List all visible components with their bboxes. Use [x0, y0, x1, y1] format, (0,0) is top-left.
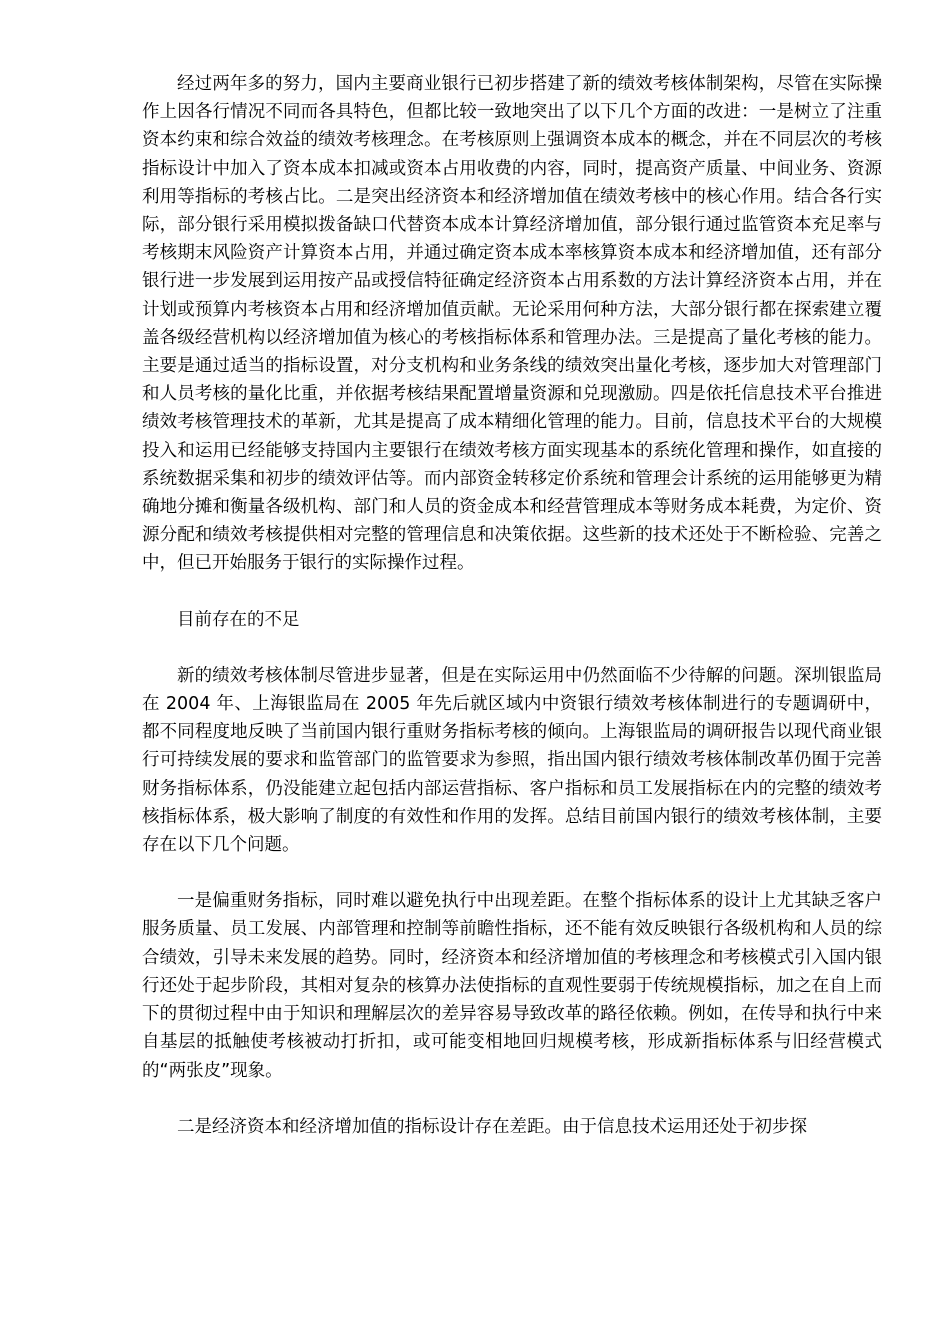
section-heading-shortcomings: 目前存在的不足: [177, 609, 300, 630]
paragraph-problem-two: 二是经济资本和经济增加值的指标设计存在差距。由于信息技术运用还处于初步探: [177, 1116, 807, 1137]
document-page: [142, 70, 882, 1141]
paragraph-spacer: [142, 859, 882, 887]
paragraph-problem-one: 一是偏重财务指标，同时难以避免执行中出现差距。在整个指标体系的设计上尤其缺乏客户服务质量、员工发展、内部管理和控制等前瞻性指标，还不能有效反映银行各级机构和人员的综合绩效，引导未来发展的趋势。同时，经济资本和经济增加值的考核理念和考核模式引入国内银行还处于起步阶段，其相对复杂的核算办法使指标的直观性要弱于传统规模指标，加之在自上而下的贯彻过程中由于知识和理解层次的差异容易导致改革的路径依赖。例如，在传导和执行中来自基层的抵触使考核被动打折扣，或可能变相地回归规模考核，形成新指标体系与旧经营模式的“两张皮”现象。: [142, 891, 882, 1081]
paragraph-spacer: [142, 1085, 882, 1113]
paragraph-spacer: [142, 634, 882, 662]
paragraph-reform-progress: 经过两年多的努力，国内主要商业银行已初步搭建了新的绩效考核体制架构，尽管在实际操作上因各行情况不同而各具特色，但都比较一致地突出了以下几个方面的改进：一是树立了注重资本约束和综合效益的绩效考核理念。在考核原则上强调资本成本的概念，并在不同层次的考核指标设计中加入了资本成本扣减或资本占用收费的内容，同时，提高资产质量、中间业务、资源利用等指标的考核占比。二是突出经济资本和经济增加值在绩效考核中的核心作用。结合各行实际，部分银行采用模拟拨备缺口代替资本成本计算经济增加值，部分银行通过监管资本充足率与考核期末风险资产计算资本占用，并通过确定资本成本率核算资本成本和经济增加值，还有部分银行进一步发展到运用按产品或授信特征确定经济资本占用系数的方法计算经济资本占用，并在计划或预算内考核资本占用和经济增加值贡献。无论采用何种方法，大部分银行都在探索建立覆盖各级经营机构以经济增加值为核心的考核指标体系和管理办法。三是提高了量化考核的能力。主要是通过适当的指标设置，对分支机构和业务条线的绩效突出量化考核，逐步加大对管理部门和人员考核的量化比重，并依据考核结果配置增量资源和兑现激励。四是依托信息技术平台推进绩效考核管理技术的革新，尤其是提高了成本精细化管理的能力。目前，信息技术平台的大规模投入和运用已经能够支持国内主要银行在绩效考核方面实现基本的系统化管理和操作，如直接的系统数据采集和初步的绩效评估等。而内部资金转移定价系统和管理会计系统的运用能够更为精确地分摊和衡量各级机构、部门和人员的资金成本和经营管理成本等财务成本耗费，为定价、资源分配和绩效考核提供相对完整的管理信息和决策依据。这些新的技术还处于不断检验、完善之中，但已开始服务于银行的实际操作过程。: [142, 74, 882, 574]
paragraph-problems-overview: 新的绩效考核体制尽管进步显著，但是在实际运用中仍然面临不少待解的问题。深圳银监局在 2004 年、上海银监局在 2005 年先后就区域内中资银行绩效考核体制进行的专题调研中，都不同程度地反映了当前国内银行重财务指标考核的倾向。上海银监局的调研报告以现代商业银行可持续发展的要求和监管部门的监管要求为参照，指出国内银行绩效考核体制改革仍囿于完善财务指标体系，仍没能建立起包括内部运营指标、客户指标和员工发展指标在内的完整的绩效考核指标体系，极大影响了制度的有效性和作用的发挥。总结目前国内银行的绩效考核体制，主要存在以下几个问题。: [142, 665, 882, 856]
paragraph-spacer: [142, 578, 882, 606]
